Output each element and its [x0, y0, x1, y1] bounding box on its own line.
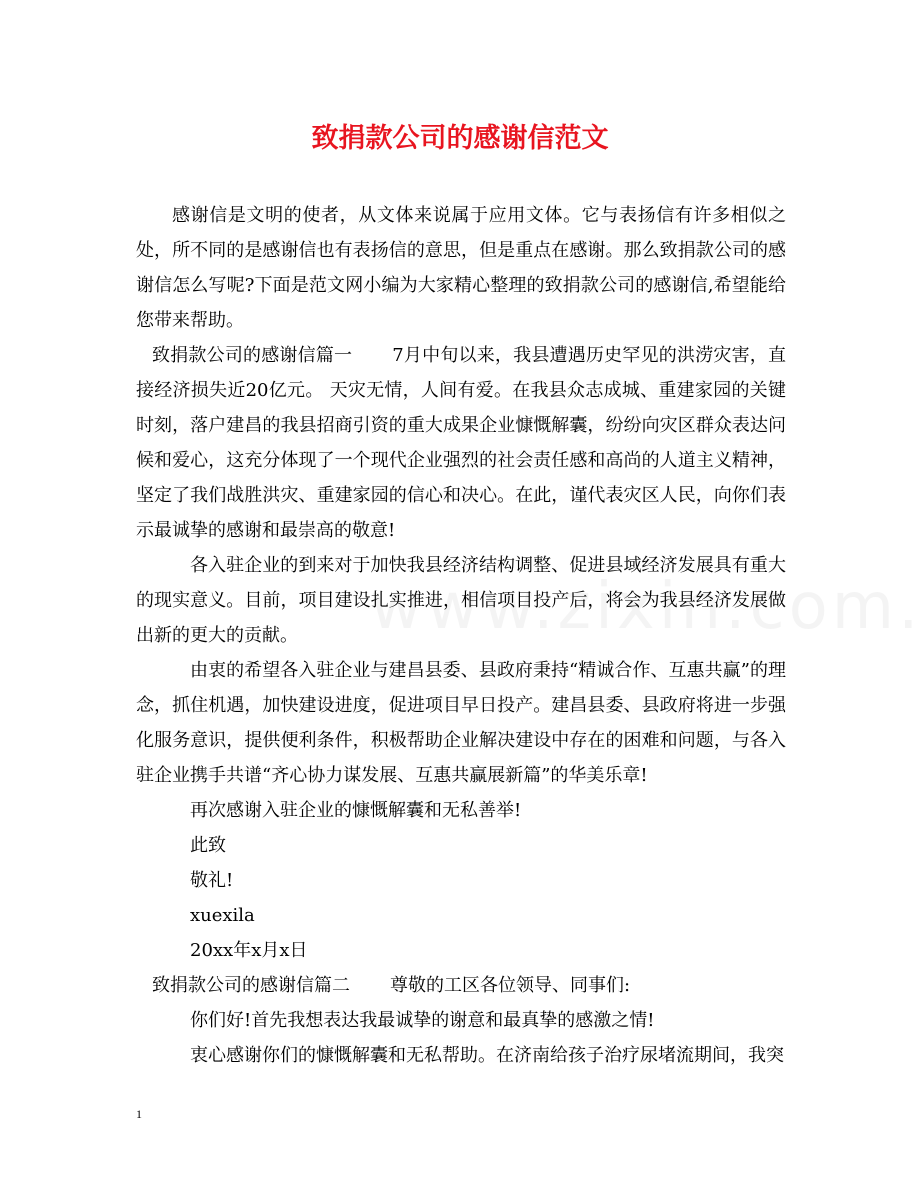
letter1-closing2: 敬礼!: [190, 870, 234, 891]
letter1-body2: 各入驻企业的到来对于加快我县经济结构调整、促进县域经济发展具有重大的现实意义。目前，项目建设扎实推进，相信项目投产后，将会为我县经济发展做出新的更大的贡献。: [136, 555, 786, 646]
letter1-heading: 致捐款公司的感谢信篇一: [152, 345, 353, 366]
letter2-heading: 致捐款公司的感谢信篇二: [152, 975, 350, 996]
letter1-first-paragraph: [136, 338, 786, 548]
letter2-first-paragraph: [136, 968, 786, 1003]
letter1-closing1: 此致: [190, 835, 226, 856]
letter1-thanks: 再次感谢入驻企业的慷慨解囊和无私善举!: [190, 800, 522, 821]
letter1-body1: 7月中旬以来，我县遭遇历史罕见的洪涝灾害，直接经济损失近20亿元。 天灾无情，人间有爱。在我县众志成城、重建家园的关键时刻，落户建昌的我县招商引资的重大成果企业慷慨解囊，纷纷向灾区群众表达问候和爱心，这充分体现了一个现代企业强烈的社会责任感和高尚的人道主义精神，坚定了我们战胜洪灾、重建家园的信心和决心。在此，谨代表灾区人民，向你们表示最诚挚的感谢和最崇高的敬意!: [136, 345, 786, 541]
letter2-greeting: 你们好!首先我想表达我最诚挚的谢意和最真挚的感激之情!: [190, 1010, 655, 1031]
letter1-date: 20xx年x月x日: [190, 940, 308, 961]
page-title: 致捐款公司的感谢信范文: [311, 123, 609, 154]
intro-paragraph: 感谢信是文明的使者，从文体来说属于应用文体。它与表扬信有许多相似之处，所不同的是感谢信也有表扬信的意思，但是重点在感谢。那么致捐款公司的感谢信怎么写呢?下面是范文网小编为大家精心整理的致捐款公司的感谢信,希望能给您带来帮助。: [136, 205, 786, 331]
page-number: 1: [136, 1107, 142, 1121]
letter2-body1: 衷心感谢你们的慷慨解囊和无私帮助。在济南给孩子治疗尿堵流期间，我突: [190, 1045, 784, 1066]
letter1-body3: 由衷的希望各入驻企业与建昌县委、县政府秉持“精诚合作、互惠共赢”的理念，抓住机遇，加快建设进度，促进项目早日投产。建昌县委、县政府将进一步强化服务意识，提供便利条件，积极帮助企业解决建设中存在的困难和问题，与各入驻企业携手共谱“齐心协力谋发展、互惠共赢展新篇”的华美乐章!: [136, 660, 786, 786]
letter2-salutation: 尊敬的工区各位领导、同事们:: [390, 975, 631, 996]
document-body: [136, 198, 786, 1073]
letter1-signature: xuexila: [190, 905, 255, 926]
